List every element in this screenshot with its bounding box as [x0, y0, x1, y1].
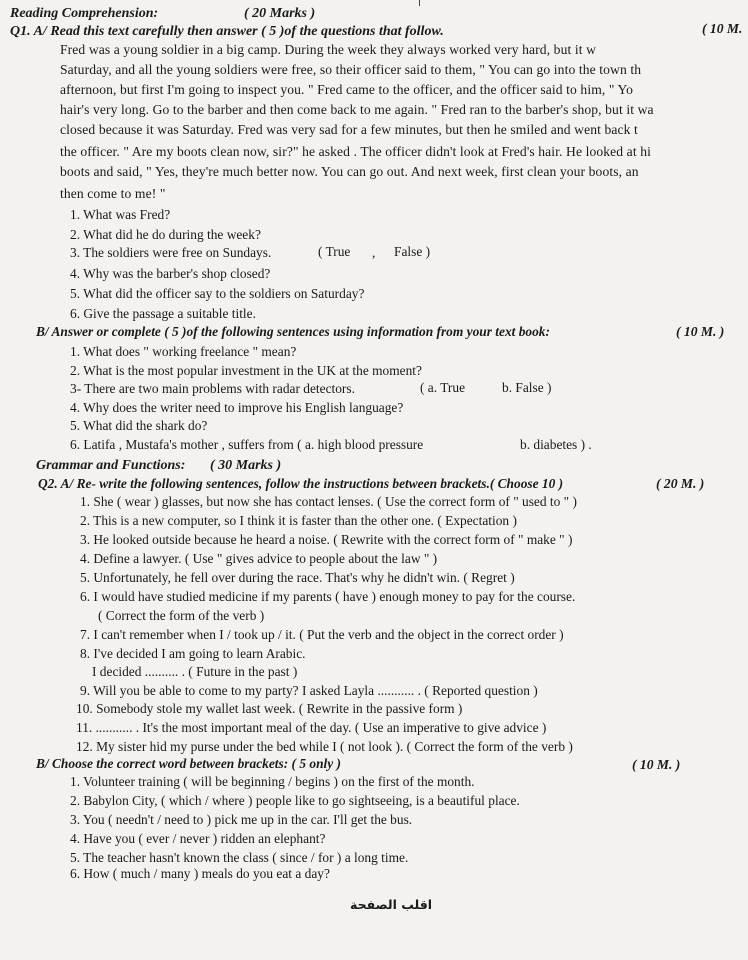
q2a-item-6: 6. I would have studied medicine if my parents ( have ) enough money to pay for the course.	[80, 589, 576, 604]
q2a-item-12: 12. My sister hid my purse under the bed while I ( not look ). ( Correct the form of the verb )	[76, 739, 573, 754]
q1b-instruction: B/ Answer or complete ( 5 )of the following sentences using information from your text book:	[36, 324, 550, 339]
q2a-item-11: 11. ........... . It's the most important meal of the day. ( Use an imperative to give advice )	[76, 720, 547, 735]
turn-page-note: اقلب الصفحة	[350, 897, 433, 912]
q2a-item-5: 5. Unfortunately, he fell over during the race. That's why he didn't win. ( Regret )	[80, 570, 515, 585]
q1a-q3-true-option: ( True	[318, 244, 351, 259]
q1b-q6-option-b: b. diabetes ) .	[520, 437, 592, 452]
q2a-marks: ( 20 M. )	[656, 476, 705, 491]
q2a-item-6-instruction: ( Correct the form of the verb )	[98, 608, 265, 623]
q2a-item-8-instruction: I decided .......... . ( Future in the past )	[92, 664, 298, 679]
q1b-question-4: 4. Why does the writer need to improve his English language?	[70, 400, 404, 415]
passage-line: Saturday, and all the young soldiers were free, so their officer said to them, " You can go into the town th	[60, 62, 642, 77]
q2b-item-2: 2. Babylon City, ( which / where ) people like to go sightseeing, is a beautiful place.	[70, 793, 520, 808]
q1a-question-6: 6. Give the passage a suitable title.	[70, 306, 256, 321]
q1a-question-1: 1. What was Fred?	[70, 207, 171, 222]
passage-line: Fred was a young soldier in a big camp. During the week they always worked very hard, but it w	[60, 42, 597, 57]
q2a-item-8: 8. I've decided I am going to learn Arabic.	[80, 646, 306, 661]
q2a-item-9: 9. Will you be able to come to my party? I asked Layla ........... . ( Reported question )	[80, 683, 538, 698]
q2a-item-4: 4. Define a lawyer. ( Use " gives advice to people about the law " )	[80, 551, 438, 566]
q1a-q3-false-option: False )	[394, 244, 431, 259]
section-marks-reading: ( 20 Marks )	[244, 6, 316, 21]
q2b-item-5: 5. The teacher hasn't known the class ( since / for ) a long time.	[70, 850, 409, 865]
q1a-marks: ( 10 M.	[702, 21, 743, 36]
section-title-grammar: Grammar and Functions:	[36, 458, 186, 473]
q1a-question-3: 3. The soldiers were free on Sundays.	[70, 245, 272, 260]
q2b-item-4: 4. Have you ( ever / never ) ridden an elephant?	[70, 831, 326, 846]
q1a-instruction: Q1. A/ Read this text carefully then answer ( 5 )of the questions that follow.	[10, 24, 444, 39]
passage-line: afternoon, but first I'm going to inspect you. " Fred came to the officer, and the officer said to him, " Yo	[60, 82, 633, 97]
q1b-question-5: 5. What did the shark do?	[70, 418, 208, 433]
q2b-item-3: 3. You ( needn't / need to ) pick me up in the car. I'll get the bus.	[70, 812, 413, 827]
q1a-question-4: 4. Why was the barber's shop closed?	[70, 266, 271, 281]
section-marks-grammar: ( 30 Marks )	[210, 458, 282, 473]
q1b-question-2: 2. What is the most popular investment in the UK at the moment?	[70, 363, 422, 378]
passage-line: hair's very long. Go to the barber and then come back to me again. " Fred ran to the barber's shop, but it wa	[60, 102, 654, 117]
page-mark	[419, 0, 420, 6]
q1b-question-3: 3- There are two main problems with radar detectors.	[70, 381, 355, 396]
q1b-q3-option-b: b. False )	[502, 380, 552, 395]
q2b-marks: ( 10 M. )	[632, 757, 681, 772]
q2b-item-6: 6. How ( much / many ) meals do you eat a day?	[70, 866, 330, 881]
q1a-question-5: 5. What did the officer say to the soldiers on Saturday?	[70, 286, 365, 301]
section-title-reading: Reading Comprehension:	[10, 6, 159, 21]
q2a-item-2: 2. This is a new computer, so I think it is faster than the other one. ( Expectation )	[80, 513, 517, 528]
q1b-q3-option-a: ( a. True	[420, 380, 466, 395]
passage-line: then come to me! "	[60, 186, 166, 201]
passage-line: closed because it was Saturday. Fred was very sad for a few minutes, but then he smiled and went back t	[60, 122, 638, 137]
passage-line: boots and said, " Yes, they're much better now. You can go out. And next week, first clean your boots, an	[60, 164, 639, 179]
q1a-question-2: 2. What did he do during the week?	[70, 227, 261, 242]
q1b-question-1: 1. What does " working freelance " mean?	[70, 344, 297, 359]
q2b-instruction: B/ Choose the correct word between brackets: ( 5 only )	[36, 756, 341, 771]
q1a-q3-separator: ,	[372, 245, 376, 260]
q2a-item-1: 1. She ( wear ) glasses, but now she has contact lenses. ( Use the correct form of " used to " )	[80, 494, 577, 509]
q1b-marks: ( 10 M. )	[676, 324, 725, 339]
q2a-item-3: 3. He looked outside because he heard a noise. ( Rewrite with the correct form of " make " )	[80, 532, 573, 547]
passage-line: the officer. " Are my boots clean now, sir?" he asked . The officer didn't look at Fred's hair. He looked at hi	[60, 144, 651, 159]
q2b-item-1: 1. Volunteer training ( will be beginning / begins ) on the first of the month.	[70, 774, 475, 789]
q2a-item-7: 7. I can't remember when I / took up / it. ( Put the verb and the object in the correct order )	[80, 627, 564, 642]
q2a-instruction: Q2. A/ Re- write the following sentences, follow the instructions between brackets.( Choose 10 )	[38, 476, 564, 491]
q2a-item-10: 10. Somebody stole my wallet last week. ( Rewrite in the passive form )	[76, 701, 463, 716]
q1b-question-6: 6. Latifa , Mustafa's mother , suffers from ( a. high blood pressure	[70, 437, 424, 452]
